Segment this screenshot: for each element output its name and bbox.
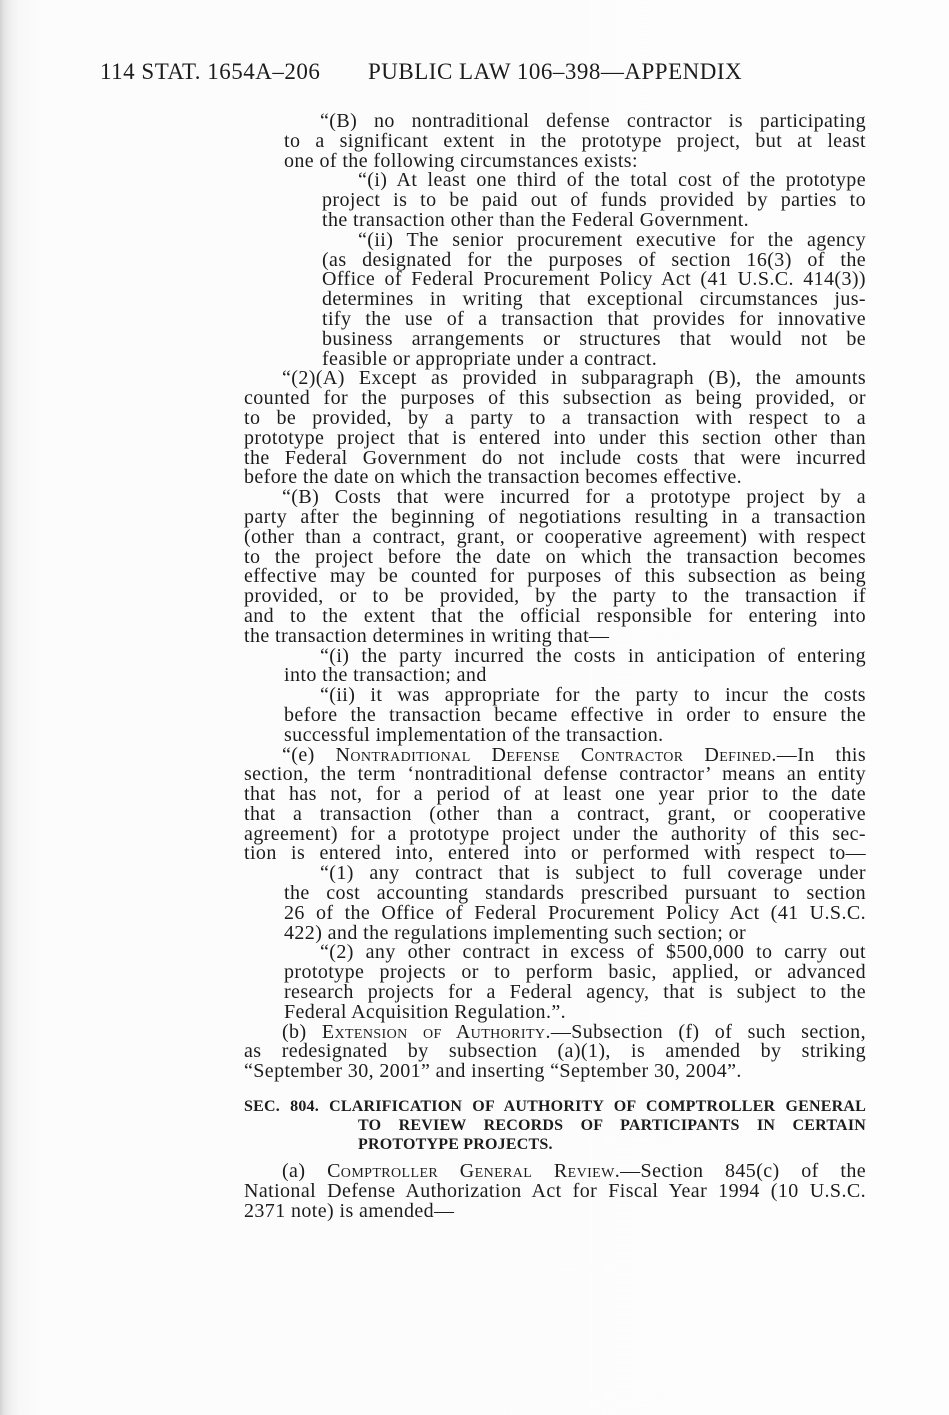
text-line: to a significant extent in the prototype project, but at least bbox=[284, 129, 866, 152]
text-line: successful implementation of the transaction. bbox=[284, 723, 664, 746]
text-line: and to the extent that the official responsible for entering into bbox=[244, 604, 866, 627]
text-line: that has not, for a period of at least one year prior to the date bbox=[244, 783, 866, 806]
text-line: (as designated for the purposes of section 16(3) of the bbox=[322, 248, 866, 271]
subsection-caption: Extension of Authority bbox=[321, 1020, 546, 1043]
text-line: the cost accounting standards prescribed pursuant to section bbox=[284, 882, 866, 905]
paragraph-2-b-costs bbox=[244, 488, 866, 646]
text-line: business arrangements or structures that would not be bbox=[322, 327, 866, 350]
clause-2-b-i-party-incurred bbox=[244, 644, 866, 687]
text-line: “(ii) The senior procurement executive for the agency bbox=[358, 228, 866, 251]
text-line: project is to be paid out of funds provided by parties to bbox=[322, 189, 866, 212]
subsection-a-comptroller-general-review bbox=[244, 1159, 866, 1222]
text-line: section, the term ‘nontraditional defense contractor’ means an entity bbox=[244, 763, 866, 786]
text-line: agreement) for a prototype project under the authority of this sec- bbox=[244, 822, 866, 845]
clause-b-i-one-third-cost bbox=[244, 171, 866, 230]
text-line: prototype project that is entered into under this section other than bbox=[244, 426, 866, 449]
running-title: PUBLIC LAW 106–398—APPENDIX bbox=[368, 59, 743, 84]
text-line: tify the use of a transaction that provides for innovative bbox=[322, 307, 866, 330]
text-line bbox=[282, 1159, 866, 1182]
text-line: Office of Federal Procurement Policy Act (41 U.S.C. 414(3)) bbox=[322, 268, 866, 291]
clause-b-ii-senior-executive bbox=[244, 228, 866, 370]
text-line: “(2)(A) Except as provided in subparagraph (B), the amounts bbox=[282, 367, 866, 390]
text-line: the transaction other than the Federal Government. bbox=[322, 208, 750, 231]
text-line: Federal Acquisition Regulation.”. bbox=[284, 1000, 567, 1023]
paragraph-2-a-except bbox=[244, 369, 866, 488]
text-line: counted for the purposes of this subsection as being provided, or bbox=[244, 387, 866, 410]
text-line: before the transaction became effective in order to ensure the bbox=[284, 703, 866, 726]
text-line: to be provided, by a party to a transaction with respect to a bbox=[244, 406, 866, 429]
text-line: 2371 note) is amended— bbox=[244, 1199, 455, 1222]
text-line: 422) and the regulations implementing such section; or bbox=[284, 921, 747, 944]
text-line: the Federal Government do not include costs that were incurred bbox=[244, 446, 866, 469]
text-line: that a transaction (other than a contract, grant, or cooperative bbox=[244, 802, 866, 825]
subsection-label: “(e) bbox=[282, 743, 336, 766]
subsection-caption: Nontraditional Defense Contractor Defined bbox=[335, 743, 772, 766]
text-line: as redesignated by subsection (a)(1), is amended by striking bbox=[244, 1040, 866, 1063]
page-citation: 114 STAT. 1654A–206 bbox=[100, 59, 321, 84]
text-line: to the project before the date on which the transaction becomes bbox=[244, 545, 866, 568]
text-run: .—Section 845(c) of the bbox=[614, 1159, 866, 1182]
subsection-caption: Comptroller General Review bbox=[327, 1159, 615, 1182]
text-line: “(B) no nontraditional defense contractor is participating bbox=[320, 110, 866, 132]
text-line: into the transaction; and bbox=[284, 664, 487, 687]
heading-line: SEC. 804. CLARIFICATION OF AUTHORITY OF COMPTROLLER GENERAL bbox=[244, 1098, 866, 1116]
text-line: one of the following circumstances exists: bbox=[284, 149, 638, 172]
paragraph-e-2-other-contract bbox=[244, 943, 866, 1022]
text-line: “(ii) it was appropriate for the party to incur the costs bbox=[320, 684, 866, 707]
text-line: “(i) At least one third of the total cost of the prototype bbox=[358, 169, 866, 192]
text-line: 26 of the Office of Federal Procurement Policy Act (41 U.S.C. bbox=[284, 901, 866, 924]
text-line: “(1) any contract that is subject to full coverage under bbox=[320, 862, 866, 885]
section-804-heading bbox=[244, 1097, 866, 1154]
heading-line: TO REVIEW RECORDS OF PARTICIPANTS IN CERTAIN bbox=[358, 1117, 866, 1135]
paragraph-e-1-cost-accounting bbox=[244, 864, 866, 943]
text-line: “(B) Costs that were incurred for a prototype project by a bbox=[282, 486, 866, 509]
text-body bbox=[244, 112, 866, 1221]
heading-line: PROTOTYPE PROJECTS. bbox=[358, 1136, 553, 1154]
clause-b-no-nontraditional-contractor bbox=[244, 112, 866, 171]
text-line: party after the beginning of negotiations resulting in a transaction bbox=[244, 505, 866, 528]
text-line: research projects for a Federal agency, that is subject to the bbox=[284, 981, 866, 1004]
subsection-b-extension-of-authority bbox=[244, 1020, 866, 1083]
subsection-e-definition bbox=[244, 743, 866, 865]
text-line: before the date on which the transaction becomes effective. bbox=[244, 466, 743, 489]
text-line: “(i) the party incurred the costs in anticipation of entering bbox=[320, 644, 866, 667]
clause-2-b-ii-appropriate bbox=[244, 686, 866, 745]
text-line: effective may be counted for purposes of this subsection as being bbox=[244, 565, 866, 588]
text-line: tion is entered into, entered into or performed with respect to— bbox=[244, 842, 866, 865]
text-run: .—In this bbox=[771, 743, 866, 766]
text-line: prototype projects or to perform basic, applied, or advanced bbox=[284, 961, 866, 984]
text-line: provided, or to be provided, by the party to the transaction if bbox=[244, 585, 866, 608]
text-line: (other than a contract, grant, or cooperative agreement) with respect bbox=[244, 525, 866, 548]
text-line: “(2) any other contract in excess of $500,000 to carry out bbox=[320, 941, 866, 964]
text-line: “September 30, 2001” and inserting “September 30, 2004”. bbox=[244, 1060, 742, 1083]
text-line: determines in writing that exceptional circumstances jus- bbox=[322, 288, 866, 311]
text-run: .—Subsection (f) of such section, bbox=[545, 1020, 866, 1043]
text-line: feasible or appropriate under a contract. bbox=[322, 347, 658, 370]
text-line: National Defense Authorization Act for Fiscal Year 1994 (10 U.S.C. bbox=[244, 1179, 866, 1202]
subsection-label: (a) bbox=[282, 1159, 328, 1182]
subsection-label: (b) bbox=[282, 1020, 322, 1043]
text-line: the transaction determines in writing that— bbox=[244, 624, 610, 647]
